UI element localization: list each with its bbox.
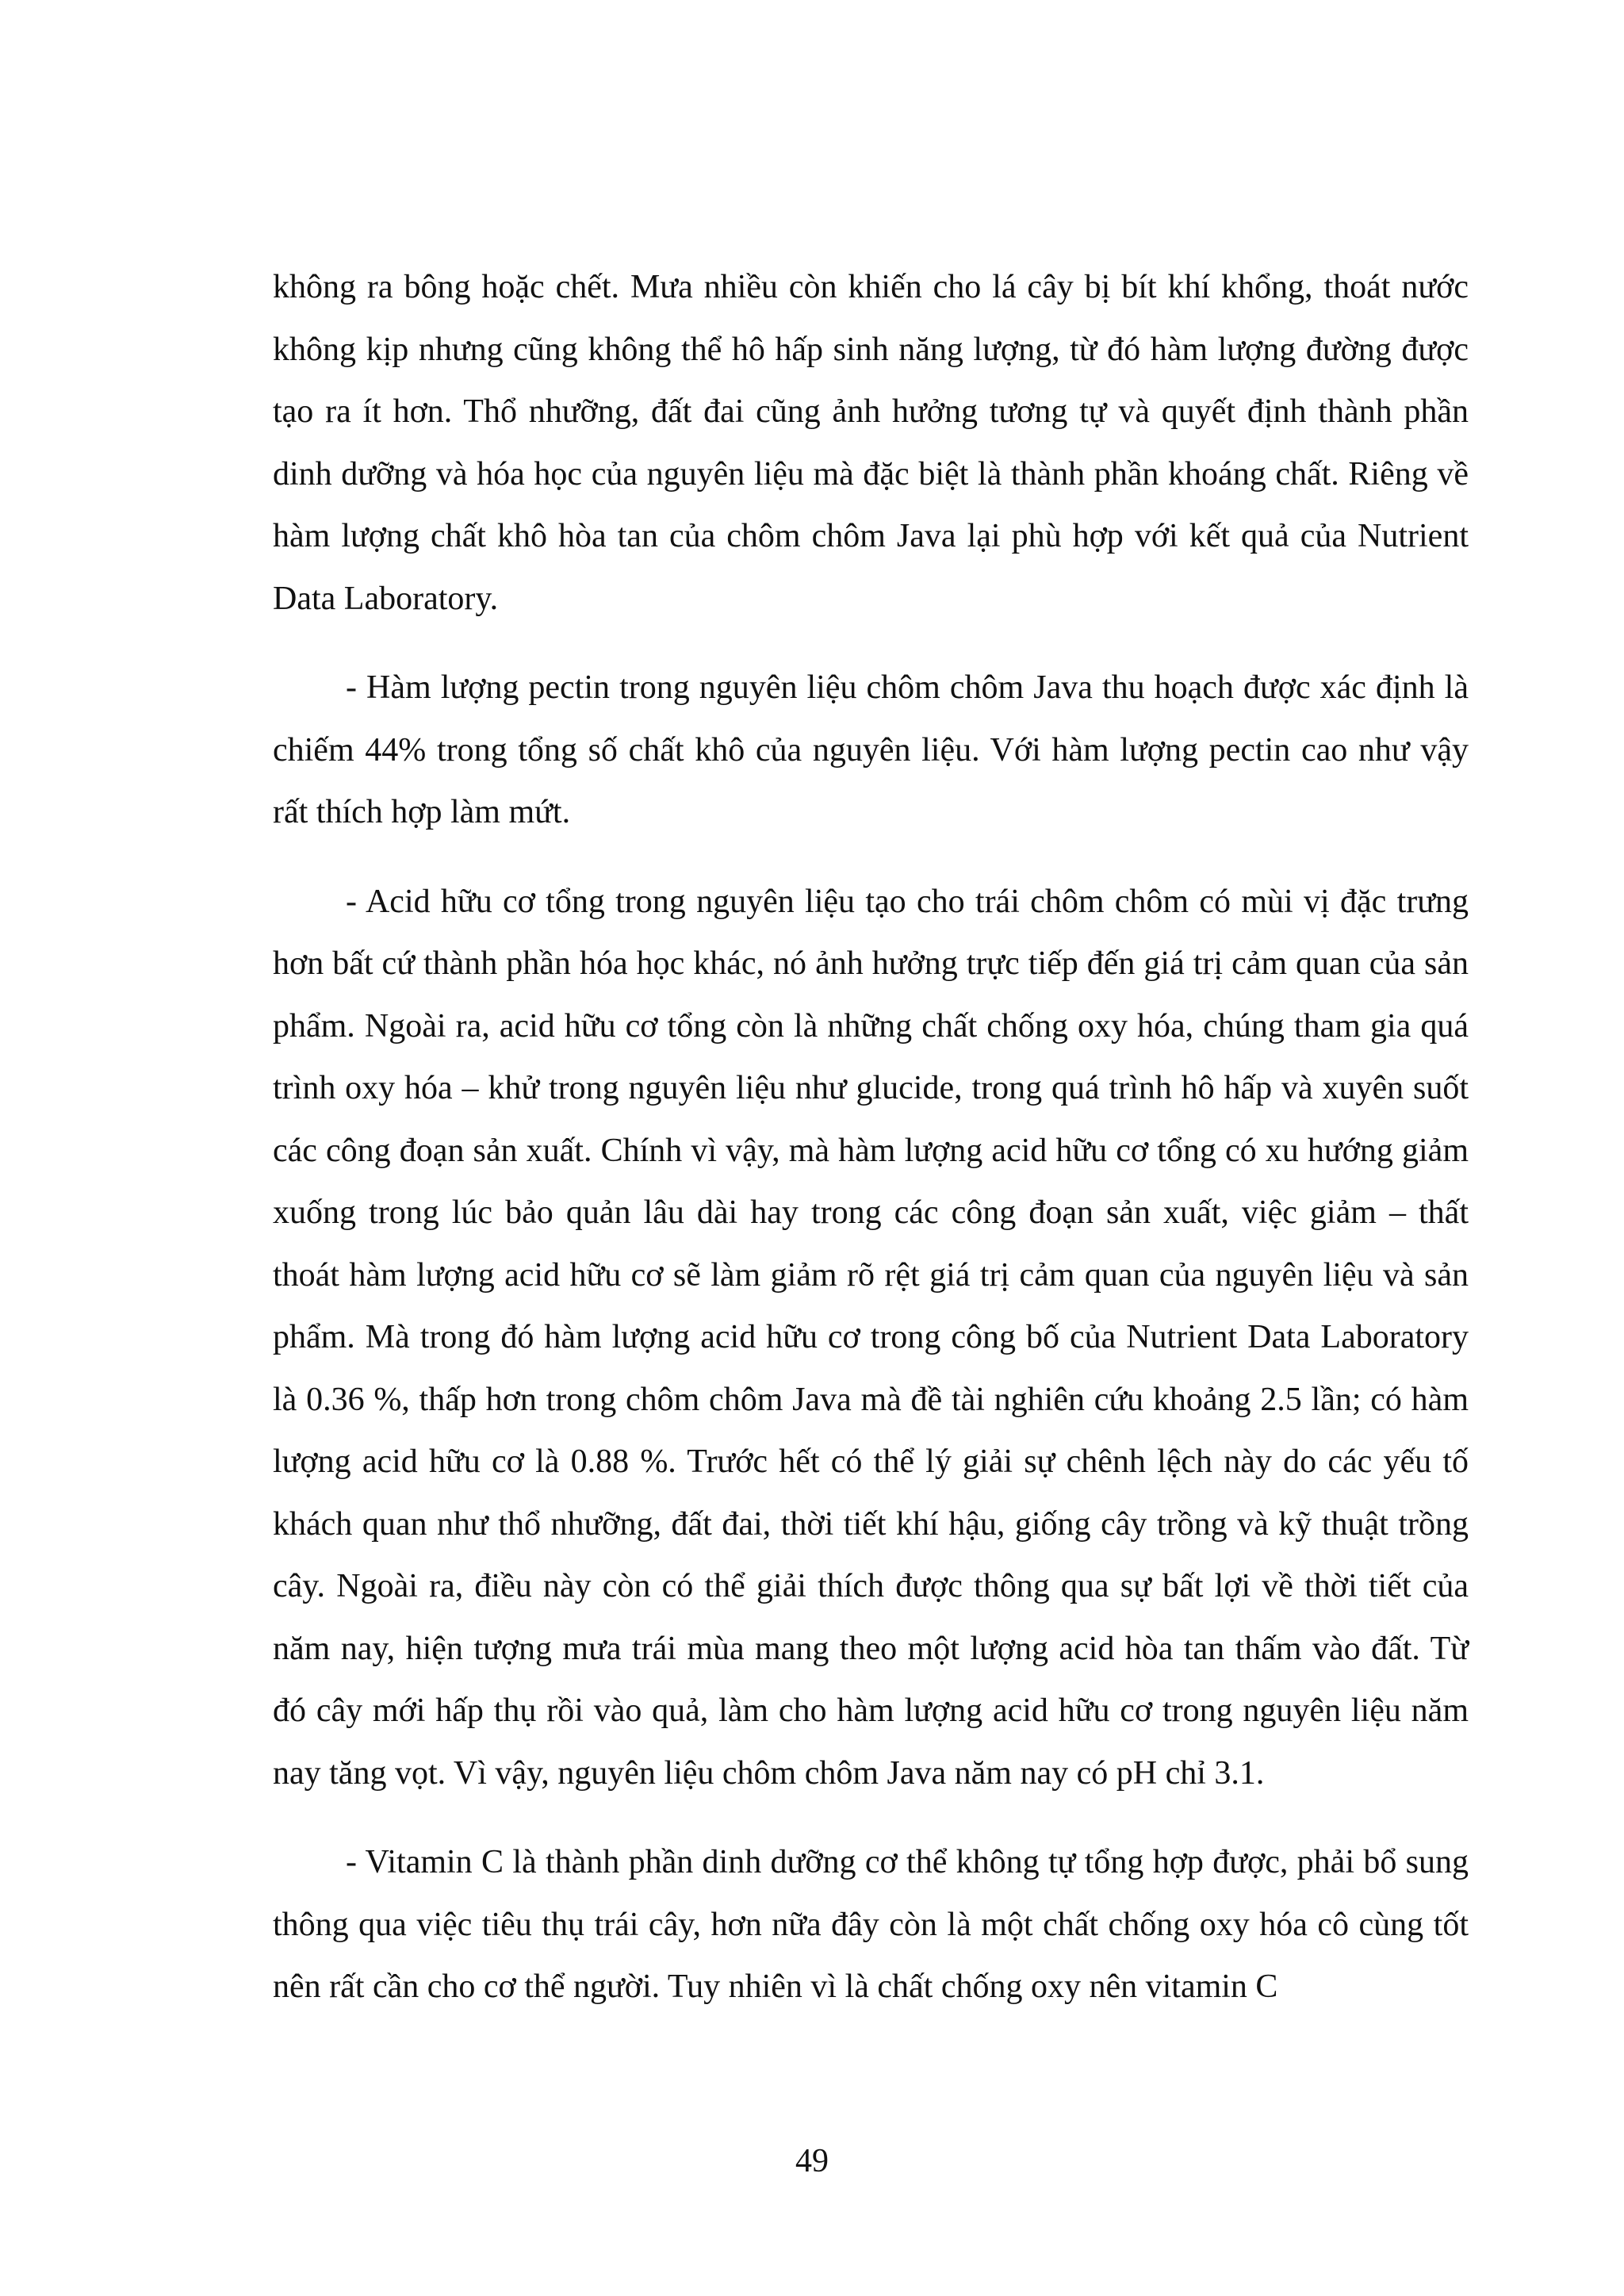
paragraph-vitamin-c: - Vitamin C là thành phần dinh dưỡng cơ thể không tự tổng hợp được, phải bổ sung thông qua việc tiêu thụ trái cây, hơn nữa đây còn là một chất chống oxy hóa cô cùng tốt nên rất cần cho cơ thể người. Tuy nhiên vì là chất chống oxy nên vitamin C [273, 1844, 1469, 2005]
paragraph-rainfall-effects: không ra bông hoặc chết. Mưa nhiều còn khiến cho lá cây bị bít khí khổng, thoát nước không kịp nhưng cũng không thể hô hấp sinh năng lượng, từ đó hàm lượng đường được tạo ra ít hơn. Thổ nhưỡng, đất đai cũng ảnh hưởng tương tự và quyết định thành phần dinh dưỡng và hóa học của nguyên liệu mà đặc biệt là thành phần khoáng chất. Riêng về hàm lượng chất khô hòa tan của chôm chôm Java lại phù hợp với kết quả của Nutrient Data Laboratory. [273, 269, 1469, 617]
page-number: 49 [795, 2143, 829, 2179]
paragraph-pectin: - Hàm lượng pectin trong nguyên liệu chôm chôm Java thu hoạch được xác định là chiếm 44% trong tổng số chất khô của nguyên liệu. Với hàm lượng pectin cao như vậy rất thích hợp làm mứt. [273, 669, 1469, 830]
body-text [273, 256, 1469, 2045]
paragraph-organic-acid: - Acid hữu cơ tổng trong nguyên liệu tạo cho trái chôm chôm có mùi vị đặc trưng hơn bất cứ thành phần hóa học khác, nó ảnh hưởng trực tiếp đến giá trị cảm quan của sản phẩm. Ngoài ra, acid hữu cơ tổng còn là những chất chống oxy hóa, chúng tham gia quá trình oxy hóa – khử trong nguyên liệu như glucide, trong quá trình hô hấp và xuyên suốt các công đoạn sản xuất. Chính vì vậy, mà hàm lượng acid hữu cơ tổng có xu hướng giảm xuống trong lúc bảo quản lâu dài hay trong các công đoạn sản xuất, việc giảm – thất thoát hàm lượng acid hữu cơ sẽ làm giảm rõ rệt giá trị cảm quan của nguyên liệu và sản phẩm. Mà trong đó hàm lượng acid hữu cơ trong công bố của Nutrient Data Laboratory là 0.36 %, thấp hơn trong chôm chôm Java mà đề tài nghiên cứu khoảng 2.5 lần; có hàm lượng acid hữu cơ là 0.88 %. Trước hết có thể lý giải sự chênh lệch này do các yếu tố khách quan như thổ nhưỡng, đất đai, thời tiết khí hậu, giống cây trồng và kỹ thuật trồng cây. Ngoài ra, điều này còn có thể giải thích được thông qua sự bất lợi về thời tiết của năm nay, hiện tượng mưa trái mùa mang theo một lượng acid hòa tan thấm vào đất. Từ đó cây mới hấp thụ rồi vào quả, làm cho hàm lượng acid hữu cơ trong nguyên liệu năm nay tăng vọt. Vì vậy, nguyên liệu chôm chôm Java năm nay có pH chỉ 3.1. [273, 883, 1469, 1792]
